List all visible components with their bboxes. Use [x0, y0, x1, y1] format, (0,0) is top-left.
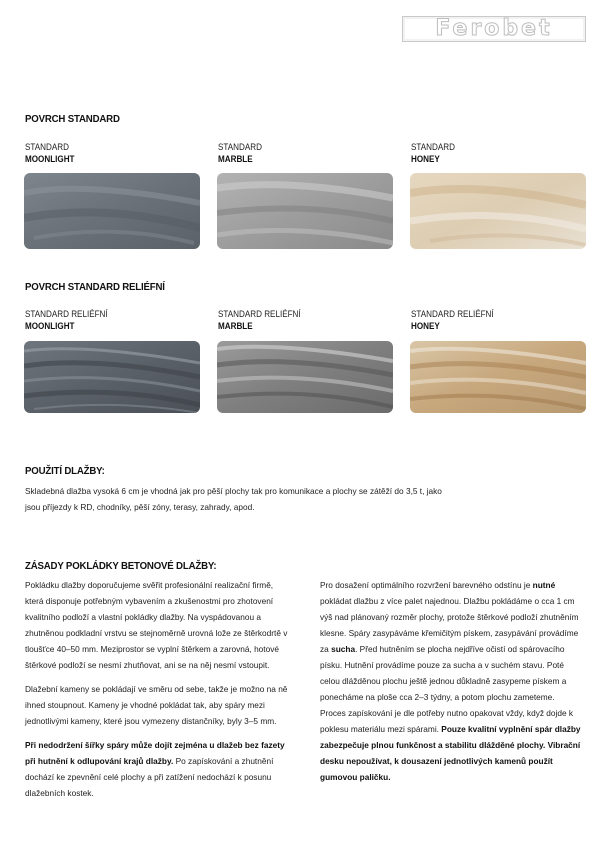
swatch-type: STANDARD RELIÉFNÍ: [411, 309, 494, 319]
principles-section-title: ZÁSADY POKLÁDKY BETONOVÉ DLAŽBY:: [25, 560, 217, 572]
principles-left-column: [25, 577, 290, 801]
usage-section-title: POUŽITÍ DLAŽBY:: [25, 465, 105, 477]
tile-relief-honey: [410, 341, 586, 413]
principles-paragraph-3-rest: Po zapískování a zhutnění dochází ke zpevnění celé plochy a při zatížení nedochází k posunu dlažebních kostek.: [25, 756, 274, 798]
principles-paragraph-4: [320, 577, 582, 785]
principles-bold-sucha: sucha: [331, 644, 356, 654]
swatch-color: MARBLE: [218, 321, 253, 331]
principles-text-a1: Pro dosažení optimálního rozvržení barevného odstínu je: [320, 580, 533, 590]
principles-paragraph-1: Pokládku dlažby doporučujeme svěřit profesionální realizační firmě, která disponuje potřebným vybavením a zkušenostmi pro zhotovení kvalitního podloží a vlastní pokládky dlažby. Na vyspádovanou a zhutněnou podkladní vrstvu se stejnoměrně urovná lože ze štěrkodrtě v tloušťce 40–50 mm. Meziprostor se vyplní štěrkem a zarovná, hotové štěrkové podloží se nesmí zhutňovat, ani se na něj nesmí vstoupit.: [25, 580, 288, 670]
swatch-type: STANDARD RELIÉFNÍ: [25, 309, 108, 319]
swatch-label-standard-honey: [411, 141, 455, 165]
swatch-color: MOONLIGHT: [25, 154, 75, 164]
swatch-color: MARBLE: [218, 154, 253, 164]
swatch-label-standard-moonlight: [25, 141, 75, 165]
swatch-type: STANDARD: [411, 142, 455, 152]
brand-logo: [402, 16, 586, 42]
swatch-type: STANDARD: [218, 142, 262, 152]
principles-paragraph-3: [25, 737, 290, 801]
swatch-label-relief-honey: [411, 308, 494, 332]
swatch-label-relief-marble: [218, 308, 301, 332]
principles-text-a3: pokládat dlažbu z více palet najednou. Dlažbu pokládáme o cca 1 cm výš nad plánovaný rozměr plochy, protože štěrkové podloží zhutněním klesne. Spáry zasypáváme křemičitým pískem, zasypávání provádíme za: [320, 596, 579, 654]
tile-relief-marble: [217, 341, 393, 413]
principles-text-a5: . Před hutněním se plocha nejdříve očistí od spárovacího písku. Hutnění provádíme pouze za sucha a v suchém stavu. Poté celou dlážděnou plochu ještě jednou důkladně zasypeme pískem a ponecháme na ploše cca 2–3 týdny, a potom plochu zameteme. Proces zapískování je dle potřeby nutno opakovat vždy, když dojde k poklesu materiálu mezi spárami.: [320, 644, 574, 734]
swatch-color: HONEY: [411, 321, 440, 331]
brand-logo-text: Ferobet: [435, 16, 553, 41]
swatch-color: MOONLIGHT: [25, 321, 75, 331]
principles-paragraph-2: Dlažební kameny se pokládají ve směru od sebe, takže je možno na ně ihned stoupnout. Kameny je vhodné pokládat tak, aby spáry mezi jednotlivými kameny, které jsou vymezeny distančníky, byly 3–5 mm.: [25, 684, 288, 726]
principles-warning: Při nedodržení šířky spáry může dojít zejména u dlažeb bez fazety při hutnění k odlupování krajů dlažby.: [25, 740, 285, 766]
relief-section-title: POVRCH STANDARD RELIÉFNÍ: [25, 281, 165, 293]
swatch-label-standard-marble: [218, 141, 262, 165]
principles-right-column: [320, 577, 582, 785]
tile-relief-moonlight: [24, 341, 200, 413]
principles-bold-conclusion: Pouze kvalitní vyplnění spár dlažby zabezpečuje plnou funkčnost a stabilitu dlážděné plochy. Vibrační desku nepoužívat, k dousazení jednotlivých kamenů použít gumovou paličku.: [320, 724, 581, 782]
usage-text: Skladebná dlažba vysoká 6 cm je vhodná jak pro pěší plochy tak pro komunikace a plochy se zátěží do 3,5 t, jako jsou příjezdy k RD, chodníky, pěší zóny, terasy, zahrady, apod.: [25, 486, 442, 512]
tile-standard-honey: [410, 173, 586, 249]
swatch-type: STANDARD RELIÉFNÍ: [218, 309, 301, 319]
swatch-type: STANDARD: [25, 142, 69, 152]
standard-section-title: POVRCH STANDARD: [25, 113, 120, 125]
swatch-color: HONEY: [411, 154, 440, 164]
tile-standard-marble: [217, 173, 393, 249]
swatch-label-relief-moonlight: [25, 308, 108, 332]
tile-standard-moonlight: [24, 173, 200, 249]
principles-bold-nutne: nutné: [532, 580, 556, 590]
